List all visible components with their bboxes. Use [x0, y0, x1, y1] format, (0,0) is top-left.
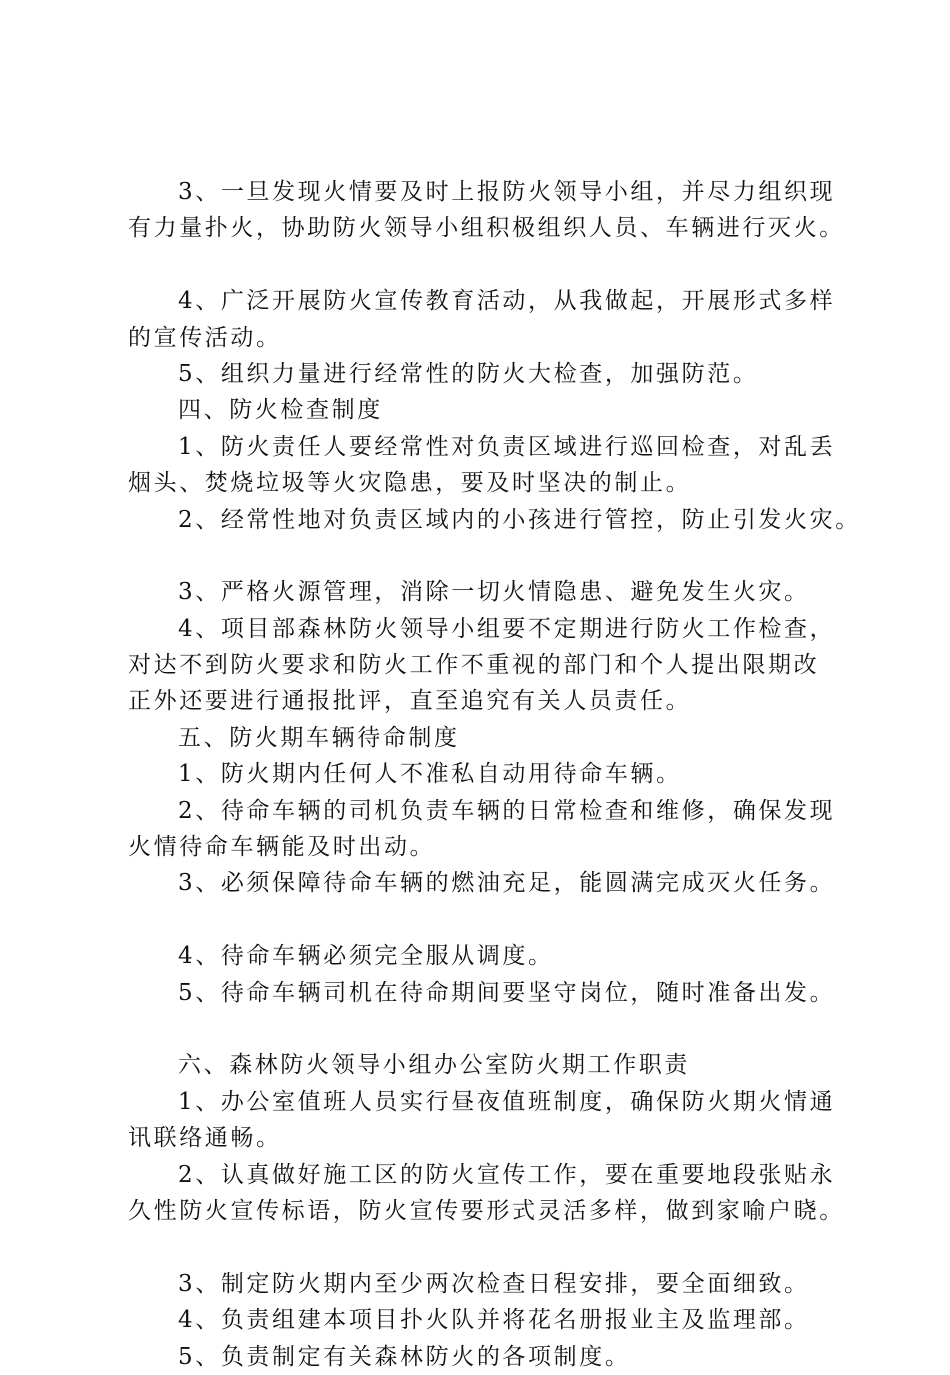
paragraph-line: 5、待命车辆司机在待命期间要坚守岗位，随时准备出发。 — [178, 979, 836, 1006]
paragraph-line: 1、防火期内任何人不准私自动用待命车辆。 — [178, 761, 682, 788]
paragraph-line: 4、广泛开展防火宣传教育活动，从我做起，开展形式多样 — [178, 288, 836, 315]
paragraph-gap — [128, 1229, 840, 1265]
paragraph-line: 3、一旦发现火情要及时上报防火领导小组，并尽力组织现 — [178, 179, 836, 205]
paragraph-line: 对达不到防火要求和防火工作不重视的部门和个人提出限期改 — [128, 652, 820, 679]
paragraph-line: 5、组织力量进行经常性的防火大检查，加强防范。 — [178, 360, 759, 387]
section-heading: 六、森林防火领导小组办公室防火期工作职责 — [178, 1052, 690, 1079]
paragraph-line: 2、经常性地对负责区域内的小孩进行管控，防止引发火灾。 — [178, 506, 861, 533]
document-body — [128, 174, 861, 1375]
paragraph-line: 烟头、焚烧垃圾等火灾隐患，要及时坚决的制止。 — [128, 470, 692, 497]
section-heading: 五、防火期车辆待命制度 — [178, 724, 460, 751]
paragraph-line: 1、防火责任人要经常性对负责区域进行巡回检查，对乱丢 — [178, 433, 836, 460]
paragraph-line: 5、负责制定有关森林防火的各项制度。 — [178, 1343, 631, 1370]
paragraph-line: 3、制定防火期内至少两次检查日程安排，要全面细致。 — [178, 1270, 810, 1297]
paragraph-line: 有力量扑火，协助防火领导小组积极组织人员、车辆进行灭火。 — [128, 215, 845, 242]
paragraph-line: 4、项目部森林防火领导小组要不定期进行防火工作检查， — [178, 615, 836, 642]
paragraph-line: 4、待命车辆必须完全服从调度。 — [178, 943, 554, 970]
paragraph-line: 正外还要进行通报批评，直至追究有关人员责任。 — [128, 688, 692, 715]
paragraph-line: 4、负责组建本项目扑火队并将花名册报业主及监理部。 — [178, 1307, 810, 1334]
paragraph-gap — [128, 1011, 840, 1047]
paragraph-line: 3、严格火源管理，消除一切火情隐患、避免发生火灾。 — [178, 579, 810, 606]
paragraph-gap — [128, 902, 840, 938]
paragraph-line: 2、认真做好施工区的防火宣传工作，要在重要地段张贴永 — [178, 1161, 836, 1188]
paragraph-line: 1、办公室值班人员实行昼夜值班制度，确保防火期火情通 — [178, 1088, 836, 1115]
paragraph-line: 的宣传活动。 — [128, 324, 282, 351]
paragraph-line: 久性防火宣传标语，防火宣传要形式灵活多样，做到家喻户晓。 — [128, 1197, 845, 1224]
paragraph-line: 2、待命车辆的司机负责车辆的日常检查和维修，确保发现 — [178, 797, 836, 824]
paragraph-line: 3、必须保障待命车辆的燃油充足，能圆满完成灭火任务。 — [178, 870, 836, 897]
paragraph-gap — [128, 538, 840, 574]
paragraph-line: 讯联络通畅。 — [128, 1125, 282, 1152]
paragraph-line: 火情待命车辆能及时出动。 — [128, 834, 436, 861]
paragraph-gap — [128, 247, 840, 283]
section-heading: 四、防火检查制度 — [178, 397, 383, 424]
